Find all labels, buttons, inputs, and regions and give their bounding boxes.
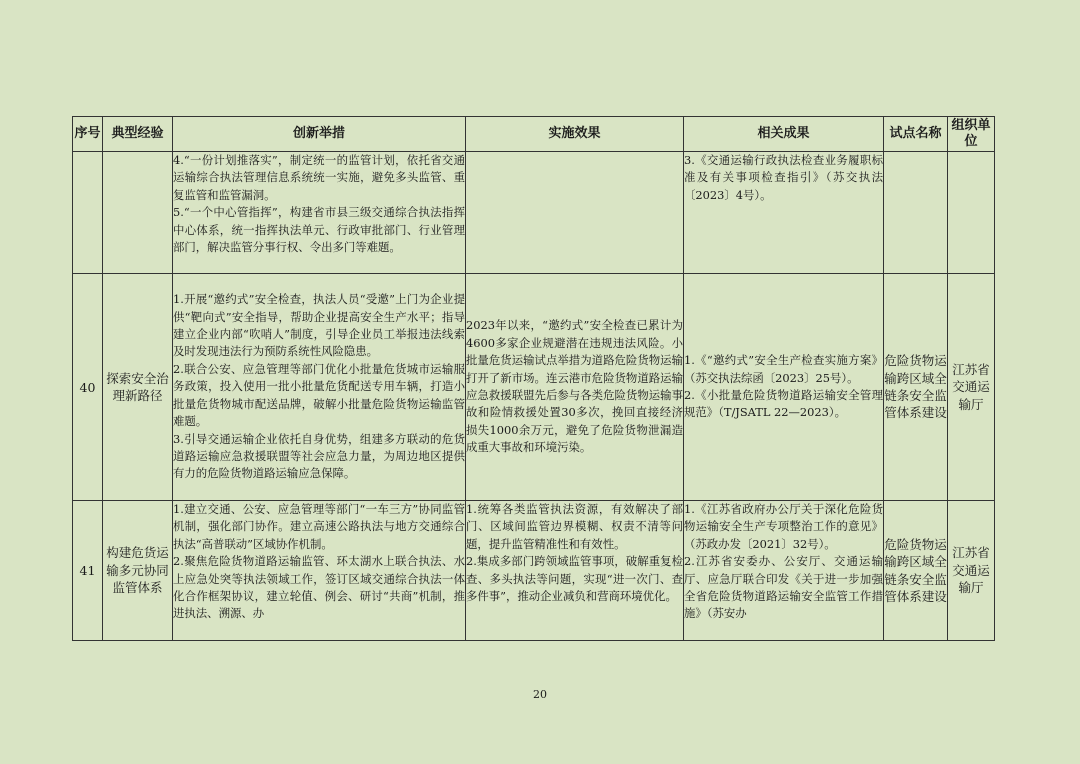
cell-no: 41: [73, 501, 103, 641]
cell-results: [684, 501, 884, 641]
result-item: 2.江苏省安委办、公安厅、交通运输厅、应急厅联合印发《关于进一步加强全省危险货物道路运输安全监管工作措施》（苏安办: [684, 554, 883, 621]
cell-pilot: 危险货物运输跨区域全链条安全监管体系建设: [884, 274, 948, 501]
header-no: 序号: [73, 117, 103, 152]
result-item: 3.《交通运输行政执法检查业务履职标准及有关事项检查指引》（苏交执法〔2023〕4号）。: [684, 153, 883, 202]
cell-no: [73, 152, 103, 274]
cell-measures: [173, 152, 466, 274]
header-results: 相关成果: [684, 117, 884, 152]
table-row: [73, 152, 995, 274]
cell-org: [948, 152, 995, 274]
table-row: [73, 274, 995, 501]
cell-effects: [466, 152, 684, 274]
measure-item: 2.联合公安、应急管理等部门优化小批量危货城市运输服务政策，投入使用一批小批量危货配送专用车辆，打造小批量危货物城市配送品牌，破解小批量危险货物运输监管难题。: [173, 361, 465, 429]
header-experience: 典型经验: [103, 117, 173, 152]
header-effects: 实施效果: [466, 117, 684, 152]
measure-item: 4.“一份计划推落实”，制定统一的监管计划，依托省交通运输综合执法管理信息系统统一实施，避免多头监管、重复监管和监管漏洞。: [173, 153, 465, 202]
cell-pilot: [884, 152, 948, 274]
cell-experience: 构建危货运输多元协同监管体系: [103, 501, 173, 641]
cell-org: 江苏省交通运输厅: [948, 501, 995, 641]
cell-org: 江苏省交通运输厅: [948, 274, 995, 501]
cell-effects: [466, 501, 684, 641]
measure-item: 2.聚焦危险货物道路运输监管、环太湖水上联合执法、水上应急处突等执法领域工作，签订区域交通综合执法一体化合作框架协议，建立轮值、例会、研讨“共商”机制，推进执法、溯源、办: [173, 554, 465, 621]
header-pilot: 试点名称: [884, 117, 948, 152]
measure-item: 1.开展“邀约式”安全检查，执法人员“受邀”上门为企业提供“靶向式”安全指导，帮助企业提高安全生产水平；指导建立企业内部“吹哨人”制度，引导企业员工举报违法线索及时发现违法行为预防系统性风险隐患。: [173, 292, 465, 359]
cell-no: 40: [73, 274, 103, 501]
table-row: [73, 501, 995, 641]
cell-experience: 探索安全治理新路径: [103, 274, 173, 501]
effect-item: 2023年以来，“邀约式”安全检查已累计为4600多家企业规避潜在违规违法风险。小批量危货运输试点举措为道路危险货物运输打开了新市场。连云港市危险货物道路运输应急救援联盟先后参与各类危险货物运输事故和险情救援处置30多次，挽回直接经济损失1000余万元，避免了危险货物泄漏造成重大事故和环境污染。: [466, 318, 683, 455]
cell-results: [684, 152, 884, 274]
measure-item: 1.建立交通、公安、应急管理等部门“一车三方”协同监管机制，强化部门协作。建立高速公路执法与地方交通综合执法“高普联动”区域协作机制。: [173, 502, 465, 551]
cell-results: [684, 274, 884, 501]
cell-measures: [173, 274, 466, 501]
header-measures: 创新举措: [173, 117, 466, 152]
effect-item: 2.集成多部门跨领域监管事项，破解重复检查、多头执法等问题，实现“进一次门、查多件事”，推动企业减负和营商环境优化。: [466, 554, 683, 604]
cell-measures: [173, 501, 466, 641]
table-header-row: [73, 117, 995, 152]
pilot-experience-table: [72, 116, 995, 641]
result-item: 1.《江苏省政府办公厅关于深化危险货物运输安全生产专项整治工作的意见》（苏政办发〔2021〕32号）。: [684, 502, 883, 551]
result-item: 2.《小批量危险货物道路运输安全管理规范》（T/JSATL 22—2023）。: [684, 388, 883, 420]
page-number: 20: [533, 688, 547, 701]
measure-item: 3.引导交通运输企业依托自身优势，组建多方联动的危货道路运输应急救援联盟等社会应急力量，为周边地区提供有力的危险货物道路运输应急保障。: [173, 431, 465, 481]
result-item: 1.《“邀约式”安全生产检查实施方案》（苏交执法综函〔2023〕25号）。: [684, 353, 883, 385]
header-org: 组织单位: [948, 117, 995, 152]
cell-pilot: 危险货物运输跨区域全链条安全监管体系建设: [884, 501, 948, 641]
effect-item: 1.统筹各类监管执法资源，有效解决了部门、区域间监管边界模糊、权责不清等问题，提升监管精准性和有效性。: [466, 502, 683, 551]
measure-item: 5.“一个中心管指挥”，构建省市县三级交通综合执法指挥中心体系，统一指挥执法单元、行政审批部门、行业管理部门，解决监管分事行权、令出多门等难题。: [173, 205, 465, 255]
cell-experience: [103, 152, 173, 274]
cell-effects: [466, 274, 684, 501]
